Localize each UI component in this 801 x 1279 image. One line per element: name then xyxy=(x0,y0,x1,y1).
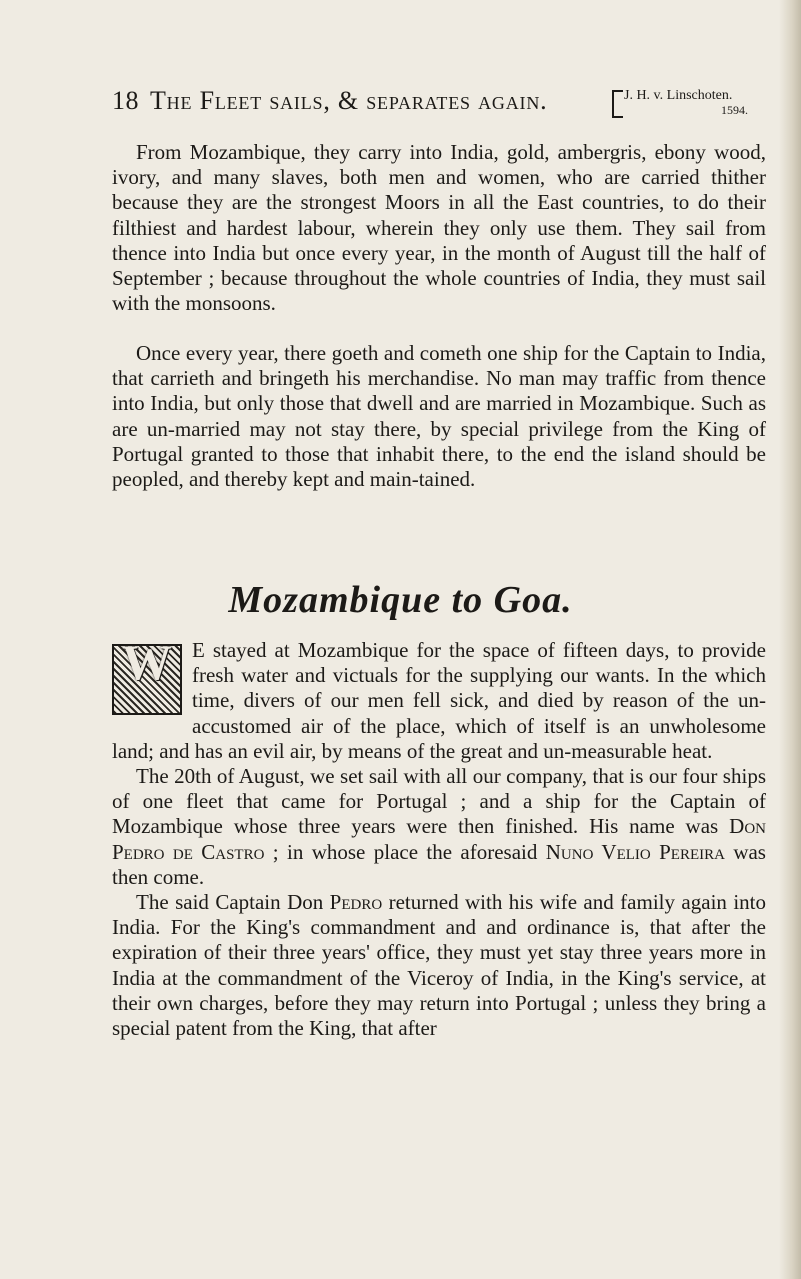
paragraph-captain-ship xyxy=(112,341,766,492)
text-run: The said Captain Don xyxy=(136,890,330,915)
text-run: ; in whose place the aforesaid xyxy=(264,839,546,864)
person-name: Pedro xyxy=(329,890,383,915)
margin-note-author: J. H. v. Linschoten. xyxy=(624,88,733,103)
text-run: was then come. xyxy=(112,839,766,889)
page-edge-shadow xyxy=(779,0,801,1279)
page-number: 18 xyxy=(112,86,139,115)
person-name: Nuno Velio Pereira xyxy=(545,839,725,864)
decorated-initial xyxy=(112,634,182,715)
text-run: returned with his wife and family again into India. For the King's commandment and and ordinance is, that after the expiration of their three years' office, they must yet stay three years more in India at the commandment of the Viceroy of India, in the King's service, at their own charges, before they may return into Portugal ; unless they bring a special patent from the King, that after xyxy=(112,890,766,1041)
section-body xyxy=(112,634,766,1041)
text-run: The 20th of August, we set sail with all our company, that is our four ships of one fleet that came for Portugal ; and a ship for the Captain of Mozambique whose three years were then finished. His name was xyxy=(112,764,766,839)
paragraph-stay xyxy=(112,634,766,764)
paragraph-trade xyxy=(112,140,766,316)
bracket-mark xyxy=(612,90,623,118)
paragraph-text: From Mozambique, they carry into India, gold, ambergris, ebony wood, ivory, and many slaves, both men and women, who are carried thither because they are the strongest Moors in all the East countries, to do their filthiest and hardest labour, wherein they only use them. They sail from thence into India but once every year, in the month of August till the half of September ; because throughout the whole countries of India, they must sail with the monsoons. xyxy=(112,140,766,316)
running-header xyxy=(112,86,772,126)
section-heading: Mozambique to Goa. xyxy=(228,579,573,621)
paragraph-set-sail xyxy=(112,764,766,890)
margin-note-year: 1594. xyxy=(721,103,748,117)
margin-note xyxy=(612,88,772,118)
running-title: The Fleet sails, & separates again. xyxy=(150,86,548,115)
person-name: Don Pedro de Castro xyxy=(112,814,766,864)
paragraph-return xyxy=(112,890,766,1041)
initial-letter: W xyxy=(122,634,172,690)
paragraph-text: E stayed at Mozambique for the space of fifteen days, to provide fresh water and victuals for the supplying our wants. In the which time, divers of our men fell sick, and died by reason of the un-accustomed air of the place, which of itself is an unwholesome land; and has an evil air, by means of the great and un-measurable heat. xyxy=(112,638,766,763)
paragraph-text: Once every year, there goeth and cometh one ship for the Captain to India, that carrieth and bringeth his merchandise. No man may traffic from thence into India, but only those that dwell and are married in Mozambique. Such as are un-married may not stay there, by special privilege from the King of Portugal granted to those that inhabit there, to the end the island should be peopled, and thereby kept and main-tained. xyxy=(112,341,766,492)
